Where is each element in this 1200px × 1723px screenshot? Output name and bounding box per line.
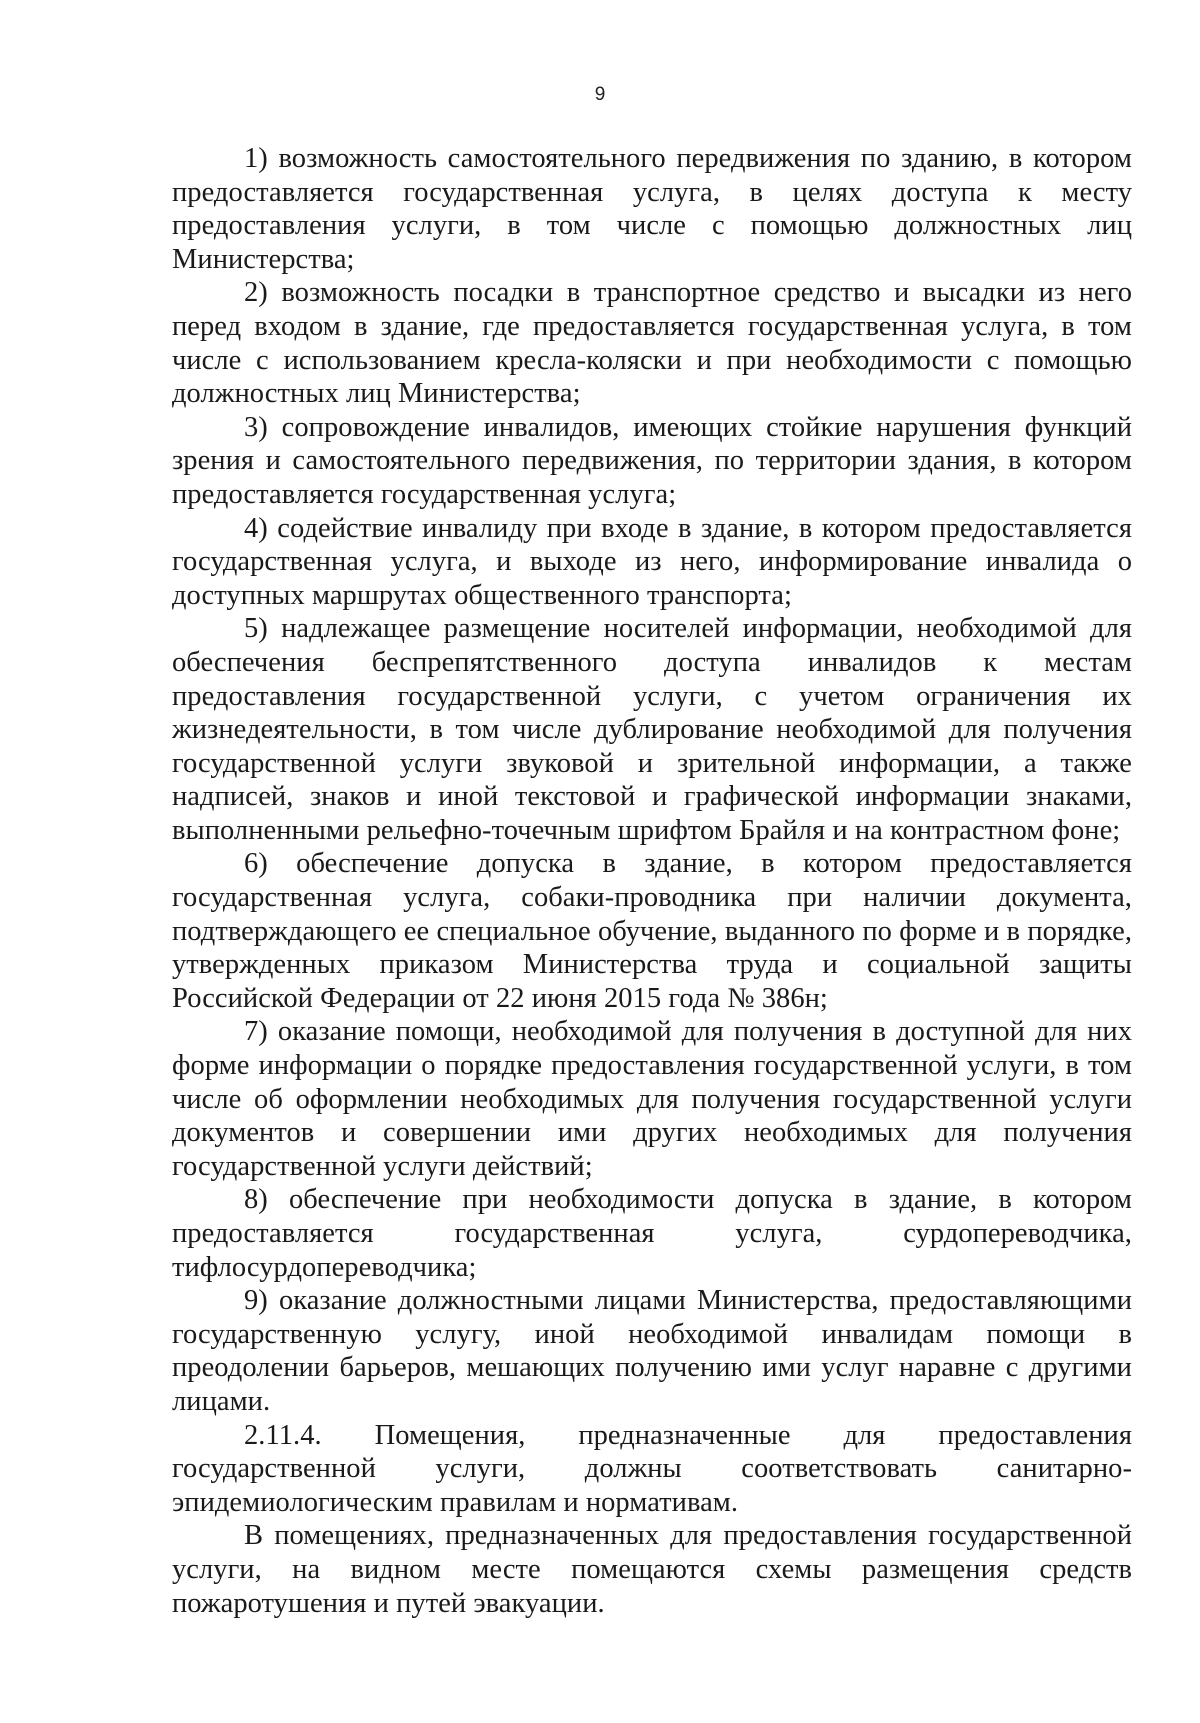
- paragraph-fire-safety-schemes: В помещениях, предназначенных для предоставления государственной услуги, на видном месте помещаются схемы размещения средств пожаротушения и путей эвакуации.: [172, 1520, 1132, 1619]
- paragraph-item-9: 9) оказание должностными лицами Министерства, предоставляющими государственную услугу, иной необходимой инвалидам помощи в преодолении барьеров, мешающих получению ими услуг наравне с другими лицами.: [172, 1285, 1132, 1417]
- paragraph-item-6: 6) обеспечение допуска в здание, в котором предоставляется государственная услуга, собаки-проводника при наличии документа, подтверждающего ее специальное обучение, выданного по форме и в порядке, утвержденных приказом Министерства труда и социальной защиты Российской Федерации от 22 июня 2015 года № 386н;: [172, 848, 1132, 1014]
- paragraph-section-2-11-4: 2.11.4. Помещения, предназначенные для предоставления государственной услуги, должны соответствовать санитарно-эпидемиологическим правилам и нормативам.: [172, 1419, 1132, 1518]
- paragraph-item-1: 1) возможность самостоятельного передвижения по зданию, в котором предоставляется государственная услуга, в целях доступа к месту предоставления услуги, в том числе с помощью должностных лиц Министерства;: [172, 143, 1132, 275]
- paragraph-item-7: 7) оказание помощи, необходимой для получения в доступной для них форме информации о порядке предоставления государственной услуги, в том числе об оформлении необходимых для получения государственной услуги документов и совершении ими других необходимых для получения государственной услуги действий;: [172, 1016, 1132, 1182]
- document-body: [172, 142, 1132, 1620]
- paragraph-item-3: 3) сопровождение инвалидов, имеющих стойкие нарушения функций зрения и самостоятельного передвижения, по территории здания, в котором предоставляется государственная услуга;: [172, 411, 1132, 510]
- page-number: 9: [594, 84, 606, 105]
- paragraph-item-4: 4) содействие инвалиду при входе в здание, в котором предоставляется государственная услуга, и выходе из него, информирование инвалида о доступных маршрутах общественного транспорта;: [172, 512, 1132, 611]
- paragraph-item-5: 5) надлежащее размещение носителей информации, необходимой для обеспечения беспрепятственного доступа инвалидов к местам предоставления государственной услуги, с учетом ограничения их жизнедеятельности, в том числе дублирование необходимой для получения государственной услуги звуковой и зрительной информации, а также надписей, знаков и иной текстовой и графической информации знаками, выполненными рельефно-точечным шрифтом Брайля и на контрастном фоне;: [172, 613, 1132, 846]
- paragraph-item-8: 8) обеспечение при необходимости допуска в здание, в котором предоставляется государственная услуга, сурдопереводчика, тифлосурдопереводчика;: [172, 1184, 1132, 1283]
- paragraph-item-2: 2) возможность посадки в транспортное средство и высадки из него перед входом в здание, где предоставляется государственная услуга, в том числе с использованием кресла-коляски и при необходимости с помощью должностных лиц Министерства;: [172, 277, 1132, 410]
